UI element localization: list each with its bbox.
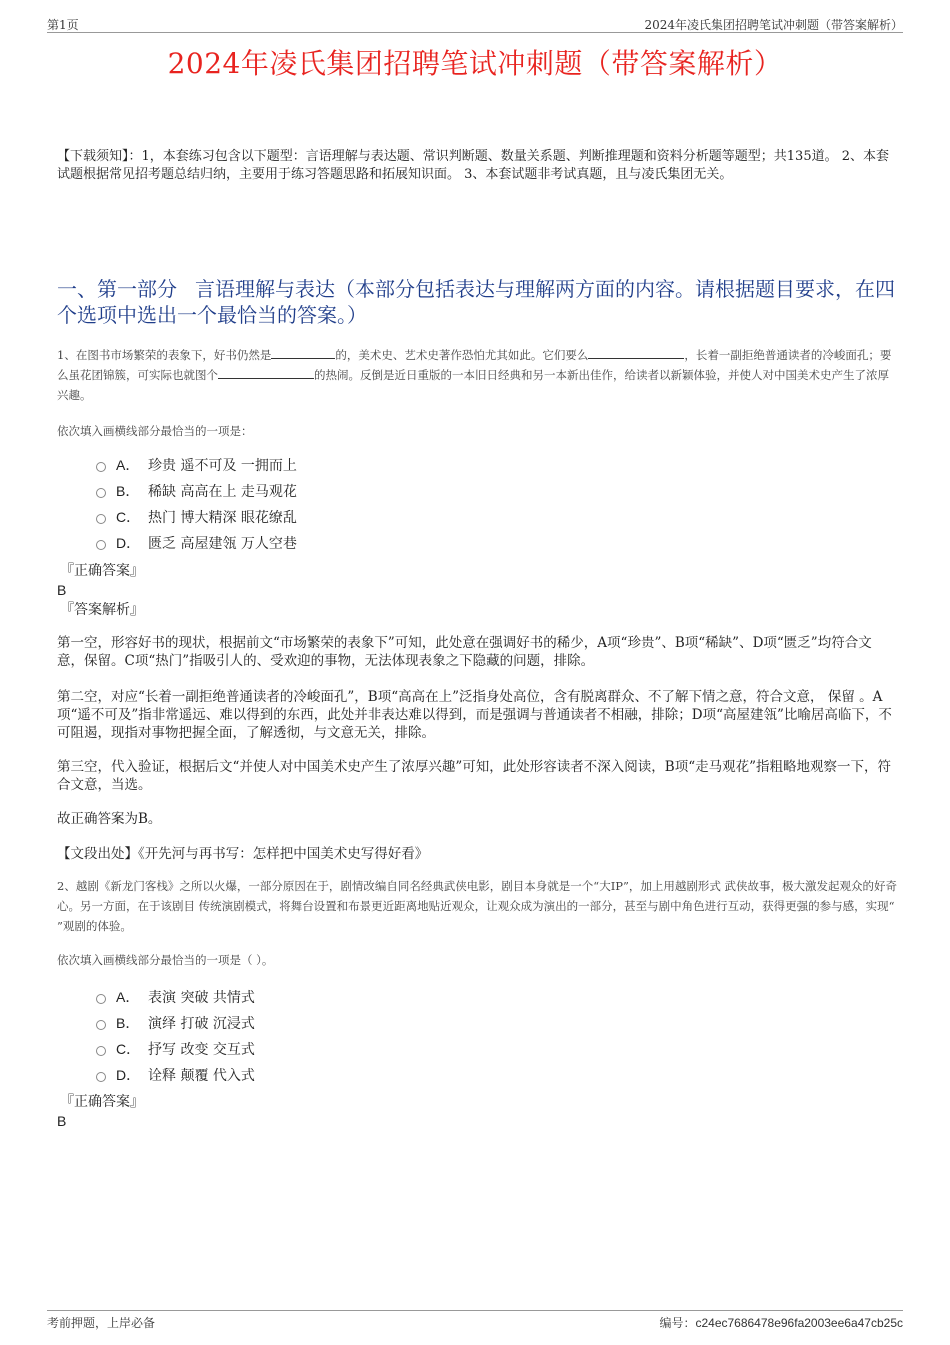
option-a[interactable]: A． 表演 突破 共情式 — [96, 984, 255, 1010]
document-title: 2024年凌氏集团招聘笔试冲刺题（带答案解析） — [167, 47, 783, 80]
option-text: 稀缺 高高在上 走马观花 — [148, 484, 297, 500]
option-d[interactable]: D． 诠释 颠覆 代入式 — [96, 1062, 255, 1088]
correct-answer: B — [57, 1113, 67, 1129]
blank-3 — [218, 366, 314, 379]
analysis-paragraph-2: 第二空，对应“长着一副拒绝普通读者的冷峻面孔”，B项“高高在上”泛指身处高位，含有脱离群众、不了解下情之意，符合文意， 保留 。A项“遥不可及”指非常遥远、难以得到的东西，此处并非表达难以得到，而是强调与普通读者不相融，排除；D项“高屋建瓴”比喻居高临下，不可阻遏，现指对事物把握全面，了解透彻，与文意无关，排除。 — [57, 689, 892, 741]
radio-icon[interactable] — [96, 1020, 106, 1030]
blank-2 — [588, 346, 684, 359]
option-text: 珍贵 遥不可及 一拥而上 — [148, 458, 297, 474]
download-notice: 【下载须知】：1，本套练习包含以下题型：言语理解与表达题、常识判断题、数量关系题、判断推理题和资料分析题等题型；共135道。 2、本套试题根据常见招考题总结归纳，主要用于练习答题思路和拓展知识面。 3、本套试题非考试真题，且与凌氏集团无关。 — [57, 149, 889, 182]
option-text: 匮乏 高屋建瓴 万人空巷 — [148, 536, 297, 552]
option-text: 表演 突破 共情式 — [148, 990, 255, 1006]
question-2-prompt: 依次填入画横线部分最恰当的一项是（ ）。 — [57, 953, 274, 967]
radio-icon[interactable] — [96, 540, 106, 550]
analysis-paragraph-3: 第三空，代入验证，根据后文“并使人对中国美术史产生了浓厚兴趣”可知，此处形容读者不深入阅读，B项“走马观花”指粗略地观察一下，符合文意，当选。 — [57, 759, 892, 793]
option-b[interactable]: B． 演绎 打破 沉浸式 — [96, 1010, 255, 1036]
correct-answer-label: 『正确答案』 — [60, 1094, 144, 1110]
page-header — [47, 14, 903, 33]
question-2-options — [96, 984, 255, 1088]
section-title — [57, 276, 897, 328]
page-number: 第1页 — [47, 18, 79, 32]
radio-icon[interactable] — [96, 462, 106, 472]
correct-answer: B — [57, 582, 67, 598]
question-1-prompt: 依次填入画横线部分最恰当的一项是： — [57, 424, 253, 438]
question-1-stem: 1、在图书市场繁荣的表象下，好书仍然是 的，美术史、艺术史著作恐怕尤其如此。它们要么 ，长着一副拒绝普通读者的冷峻面孔；要么虽花团锦簇，可实际也就图个 的热闹。反倒是近日重版的一本旧日经典和另一本新出佳作，给读者以新颖体验，并使人对中国美术史产生了浓厚兴趣。 — [57, 348, 892, 402]
option-text: 热门 博大精深 眼花缭乱 — [148, 510, 297, 526]
section-title-part2: 言语理解与表达（本部分包括表达与理解两方面的内容。请根据题目要求，在四个选项中选出一个最恰当的答案。） — [57, 277, 895, 327]
option-c[interactable]: C． 抒写 改变 交互式 — [96, 1036, 255, 1062]
question-2-stem: 2、越剧《新龙门客栈》之所以火爆，一部分原因在于，剧情改编自同名经典武侠电影，剧目本身就是一个“大IP”，加上用越剧形式 武侠故事，极大激发起观众的好奇心。另一方面，在于该剧目 传统演剧模式，将舞台设置和布景更近距离地贴近观众，让观众成为演出的一部分，甚至与剧中角色进行互动，获得更强的参与感，实现“ ”观剧的体验。 — [57, 879, 898, 933]
analysis-paragraph-1: 第一空，形容好书的现状，根据前文“市场繁荣的表象下”可知，此处意在强调好书的稀少，A项“珍贵”、B项“稀缺”、D项“匮乏”均符合文意，保留。C项“热门”指吸引人的、受欢迎的事物，无法体现表象之下隐藏的问题，排除。 — [57, 635, 872, 669]
section-title-part1: 一、第一部分 — [57, 277, 177, 301]
footer-code: 编号：c24ec7686478e96fa2003ee6a47cb25c — [659, 1316, 903, 1330]
option-d[interactable]: D． 匮乏 高屋建瓴 万人空巷 — [96, 530, 297, 556]
radio-icon[interactable] — [96, 1046, 106, 1056]
option-text: 抒写 改变 交互式 — [148, 1042, 255, 1058]
option-text: 演绎 打破 沉浸式 — [148, 1016, 255, 1032]
option-c[interactable]: C． 热门 博大精深 眼花缭乱 — [96, 504, 297, 530]
analysis-conclusion: 故正确答案为B。 — [57, 811, 162, 827]
radio-icon[interactable] — [96, 1072, 106, 1082]
question-1-options — [96, 452, 297, 556]
radio-icon[interactable] — [96, 488, 106, 498]
option-text: 诠释 颠覆 代入式 — [148, 1068, 255, 1084]
blank-1 — [271, 346, 335, 359]
correct-answer-label: 『正确答案』 — [60, 563, 144, 579]
radio-icon[interactable] — [96, 514, 106, 524]
footer-divider — [47, 1310, 903, 1311]
option-b[interactable]: B． 稀缺 高高在上 走马观花 — [96, 478, 297, 504]
text-source: 【文段出处】《开先河与再书写：怎样把中国美术史写得好看》 — [57, 846, 429, 862]
option-a[interactable]: A． 珍贵 遥不可及 一拥而上 — [96, 452, 297, 478]
footer-slogan: 考前押题，上岸必备 — [47, 1316, 156, 1330]
radio-icon[interactable] — [96, 994, 106, 1004]
analysis-label: 『答案解析』 — [60, 602, 144, 618]
header-doc-title: 2024年凌氏集团招聘笔试冲刺题（带答案解析） — [644, 18, 903, 32]
